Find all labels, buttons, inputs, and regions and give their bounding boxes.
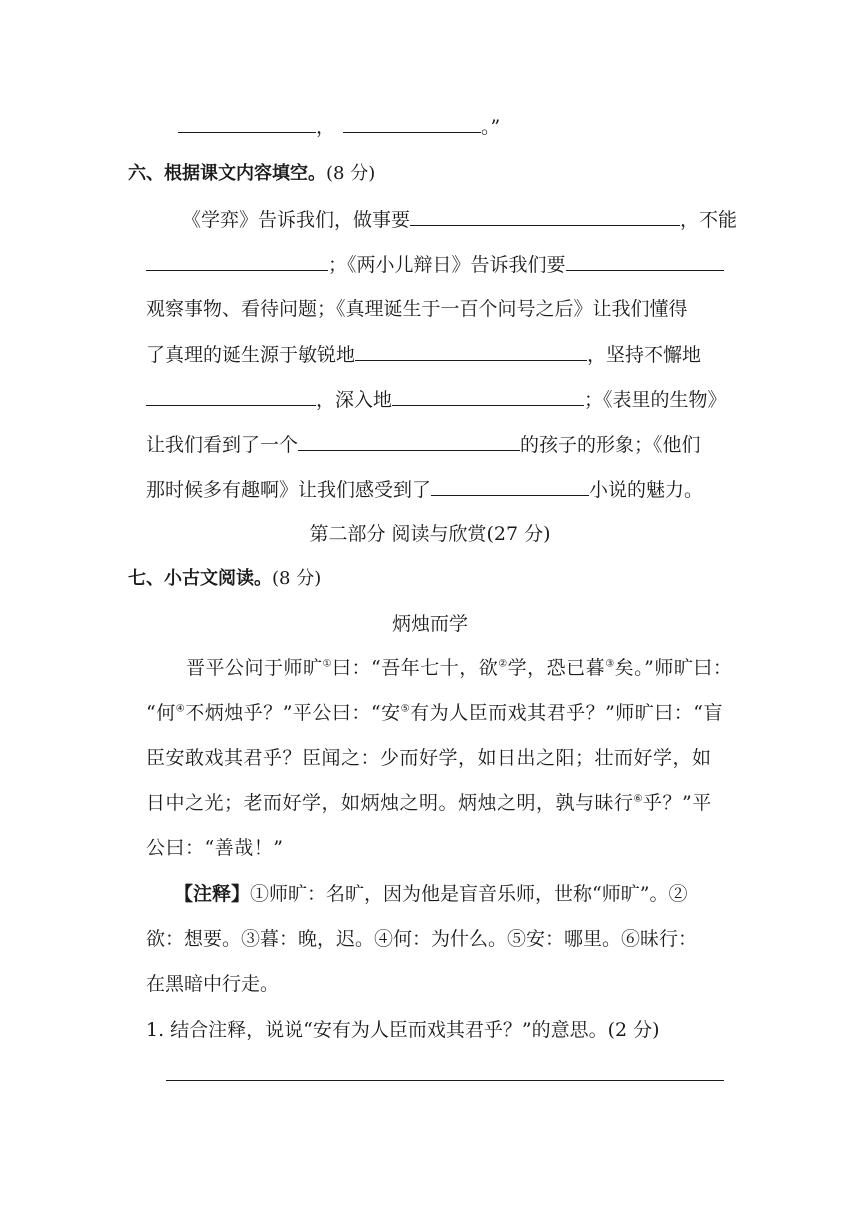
s6-line-2 xyxy=(146,252,724,277)
s6-text: 观察事物、看待问题；《真理诞生于一百个问号之后》让我们懂得 xyxy=(146,298,688,320)
section7-heading xyxy=(128,567,321,591)
separator-text: ， xyxy=(316,116,336,138)
passage-text: “何 xyxy=(146,702,176,724)
s6-line-1 xyxy=(182,207,737,232)
question-score: (2 分) xyxy=(607,1019,660,1041)
section7-heading-text: 七、小古文阅读。 xyxy=(128,568,272,589)
s6-text: 小说的魅力。 xyxy=(589,479,704,501)
answer-blank[interactable] xyxy=(146,387,316,406)
question-text: 1. 结合注释，说说“安有为人臣而戏其君乎？”的意思。 xyxy=(146,1019,608,1041)
s6-text: ，坚持不懈地 xyxy=(587,344,702,366)
answer-blank[interactable] xyxy=(392,387,584,406)
passage-text: 有为人臣而戏其君乎？”师旷曰：“盲 xyxy=(410,702,724,724)
footnote-mark: ② xyxy=(498,658,508,670)
passage-line-3 xyxy=(146,746,712,770)
notes-line-3 xyxy=(146,972,279,996)
passage-line-5 xyxy=(146,836,283,860)
passage-line-2 xyxy=(146,701,723,725)
part2-title: 第二部分 阅读与欣赏(27 分) xyxy=(309,523,551,545)
answer-blank[interactable] xyxy=(343,114,481,133)
end-quote-text: 。” xyxy=(481,116,501,138)
footnote-mark: ⑤ xyxy=(400,703,411,715)
footnote-mark: ⑥ xyxy=(633,793,643,805)
section6-heading xyxy=(128,162,375,186)
passage-text: 不炳烛乎？”平公曰：“安 xyxy=(185,702,401,724)
s6-text: ；《两小儿辩日》告诉我们要 xyxy=(328,254,566,276)
section7-score: (8 分) xyxy=(272,568,322,589)
s6-text: ，深入地 xyxy=(316,389,393,411)
s6-text: 的孩子的形象；《他们 xyxy=(520,434,701,456)
footnote-mark: ③ xyxy=(605,658,615,670)
passage-text: 臣安敢戏其君乎？臣闻之：少而好学，如日出之阳；壮而好学，如 xyxy=(146,747,712,769)
s6-line-5 xyxy=(146,387,727,412)
section6-score: (8 分) xyxy=(326,163,376,184)
notes-label: 【注释】 xyxy=(174,883,251,905)
passage-text: 矣。”师旷曰： xyxy=(614,657,733,679)
notes-text: ①师旷：名旷，因为他是盲音乐师，世称“师旷”。② xyxy=(250,883,688,905)
passage-line-1 xyxy=(186,656,732,680)
answer-blank[interactable] xyxy=(298,432,520,451)
answer-line[interactable] xyxy=(166,1080,724,1081)
notes-text: 欲：想要。③暮：晚，迟。④何：为什么。⑤安：哪里。⑥昧行： xyxy=(146,928,698,950)
passage-title: 炳烛而学 xyxy=(391,613,468,635)
answer-blank[interactable] xyxy=(146,252,328,271)
s6-text: 《学弈》告诉我们，做事要 xyxy=(182,209,411,231)
s6-text: 那时候多有趣啊》让我们感受到了 xyxy=(146,479,432,501)
footnote-mark: ④ xyxy=(175,703,186,715)
s6-line-7 xyxy=(146,477,703,502)
passage-text: 曰：“吾年七十，欲 xyxy=(331,657,499,679)
passage-text: 乎？”平 xyxy=(642,792,712,814)
answer-blank[interactable] xyxy=(355,342,587,361)
s6-line-4 xyxy=(146,342,701,367)
question-1 xyxy=(146,1018,660,1042)
s6-text: ，不能 xyxy=(680,209,738,231)
s6-text: 让我们看到了一个 xyxy=(146,434,299,456)
s6-line-6 xyxy=(146,432,701,457)
top-fill-line xyxy=(178,114,500,139)
passage-text: 公曰：“善哉！” xyxy=(146,837,284,859)
passage-text: 晋平公问于师旷 xyxy=(186,657,323,679)
s6-text: 了真理的诞生源于敏锐地 xyxy=(146,344,356,366)
passage-text: 学，恐已暮 xyxy=(507,657,606,679)
answer-blank[interactable] xyxy=(178,114,316,133)
s6-text: ；《表里的生物》 xyxy=(584,389,727,411)
section6-heading-text: 六、根据课文内容填空。 xyxy=(128,163,326,184)
answer-blank[interactable] xyxy=(431,477,589,496)
s6-line-3 xyxy=(146,297,688,321)
notes-text: 在黑暗中行走。 xyxy=(146,973,280,995)
notes-line-2 xyxy=(146,927,697,951)
answer-blank[interactable] xyxy=(410,207,680,226)
footnote-mark: ① xyxy=(322,658,332,670)
passage-line-4 xyxy=(146,791,712,815)
answer-blank[interactable] xyxy=(566,252,724,271)
passage-text: 日中之光；老而好学，如炳烛之明。炳烛之明，孰与昧行 xyxy=(146,792,634,814)
notes-line-1 xyxy=(174,882,687,906)
